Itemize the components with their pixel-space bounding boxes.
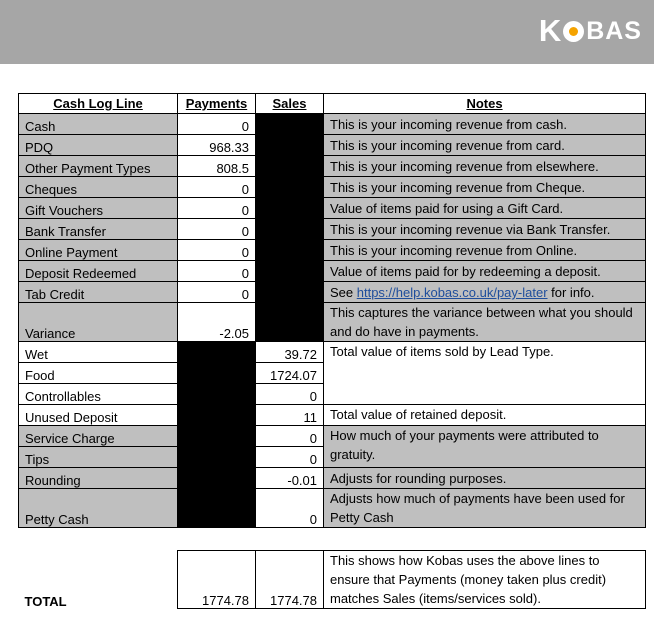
table-row [19, 156, 646, 177]
notes-cell: This is your incoming revenue from card. [324, 135, 646, 156]
row-label: Tab Credit [19, 282, 178, 303]
total-row [19, 551, 646, 609]
table-row [19, 198, 646, 219]
cash-log-table [18, 93, 646, 609]
table-row [19, 468, 646, 489]
row-label: PDQ [19, 135, 178, 156]
sales-redacted-block [256, 114, 324, 342]
total-payments: 1774.78 [178, 551, 256, 609]
notes-cell: Value of items paid for using a Gift Card. [324, 198, 646, 219]
row-label: Online Payment [19, 240, 178, 261]
col-header-notes: Notes [324, 94, 646, 114]
row-label: Unused Deposit [19, 405, 178, 426]
payments-cell: 808.5 [178, 156, 256, 177]
row-label: Petty Cash [19, 489, 178, 528]
logo-o-icon [563, 21, 584, 42]
notes-cell: This is your incoming revenue from Online. [324, 240, 646, 261]
logo-letter-k: K [538, 13, 563, 48]
payments-cell: 0 [178, 282, 256, 303]
notes-prefix: See [330, 285, 357, 300]
table-row [19, 426, 646, 447]
col-header-sales: Sales [256, 94, 324, 114]
pay-later-help-link[interactable]: https://help.kobas.co.uk/pay-later [356, 285, 548, 300]
table-row [19, 282, 646, 303]
row-label: Service Charge [19, 426, 178, 447]
col-header-payments: Payments [178, 94, 256, 114]
notes-cell: This is your incoming revenue from elsewhere. [324, 156, 646, 177]
total-label: TOTAL [24, 593, 67, 609]
row-label: Variance [19, 303, 178, 342]
payments-cell: 0 [178, 114, 256, 135]
notes-cell: This is your incoming revenue from Cheque. [324, 177, 646, 198]
payments-cell: 968.33 [178, 135, 256, 156]
table-row [19, 342, 646, 363]
row-label: Bank Transfer [19, 219, 178, 240]
notes-cell: How much of your payments were attributed to gratuity. [324, 426, 646, 468]
notes-suffix: for info. [547, 285, 595, 300]
sales-cell: 39.72 [256, 342, 324, 363]
payments-cell: 0 [178, 240, 256, 261]
sales-cell: 11 [256, 405, 324, 426]
table-row [19, 114, 646, 135]
sales-cell: -0.01 [256, 468, 324, 489]
table-row [19, 303, 646, 342]
payments-cell: 0 [178, 219, 256, 240]
table-row [19, 240, 646, 261]
total-notes: This shows how Kobas uses the above lines to ensure that Payments (money taken plus credit) matches Sales (items/services sold). [324, 551, 646, 609]
payments-redacted-block [178, 342, 256, 528]
row-label: Other Payment Types [19, 156, 178, 177]
row-label: Food [19, 363, 178, 384]
payments-cell: 0 [178, 261, 256, 282]
kobas-logo [539, 14, 642, 48]
notes-cell: Value of items paid for by redeeming a deposit. [324, 261, 646, 282]
sales-cell: 0 [256, 489, 324, 528]
row-label: Deposit Redeemed [19, 261, 178, 282]
logo-letters: BAS [586, 17, 642, 45]
notes-cell: This captures the variance between what you should and do have in payments. [324, 303, 646, 342]
sales-cell: 0 [256, 426, 324, 447]
row-label: Cheques [19, 177, 178, 198]
payments-cell: 0 [178, 198, 256, 219]
notes-cell: This is your incoming revenue from cash. [324, 114, 646, 135]
row-label: Rounding [19, 468, 178, 489]
notes-cell: This is your incoming revenue via Bank Transfer. [324, 219, 646, 240]
sales-cell: 0 [256, 384, 324, 405]
table-row [19, 219, 646, 240]
notes-cell: Total value of retained deposit. [324, 405, 646, 426]
notes-cell: Adjusts for rounding purposes. [324, 468, 646, 489]
table-row [19, 405, 646, 426]
sales-cell: 1724.07 [256, 363, 324, 384]
notes-cell: Adjusts how much of payments have been used for Petty Cash [324, 489, 646, 528]
table-row [19, 261, 646, 282]
table-row [19, 177, 646, 198]
row-label: Tips [19, 447, 178, 468]
spacer-row [19, 528, 646, 551]
table-row [19, 489, 646, 528]
notes-cell [324, 282, 646, 303]
row-label: Cash [19, 114, 178, 135]
row-label: Wet [19, 342, 178, 363]
notes-cell: Total value of items sold by Lead Type. [324, 342, 646, 405]
payments-cell: 0 [178, 177, 256, 198]
row-label: Gift Vouchers [19, 198, 178, 219]
col-header-line: Cash Log Line [19, 94, 178, 114]
sales-cell: 0 [256, 447, 324, 468]
table-row [19, 135, 646, 156]
row-label: Controllables [19, 384, 178, 405]
table-header-row [19, 94, 646, 114]
payments-cell: -2.05 [178, 303, 256, 342]
total-sales: 1774.78 [256, 551, 324, 609]
header-bar [0, 0, 654, 64]
